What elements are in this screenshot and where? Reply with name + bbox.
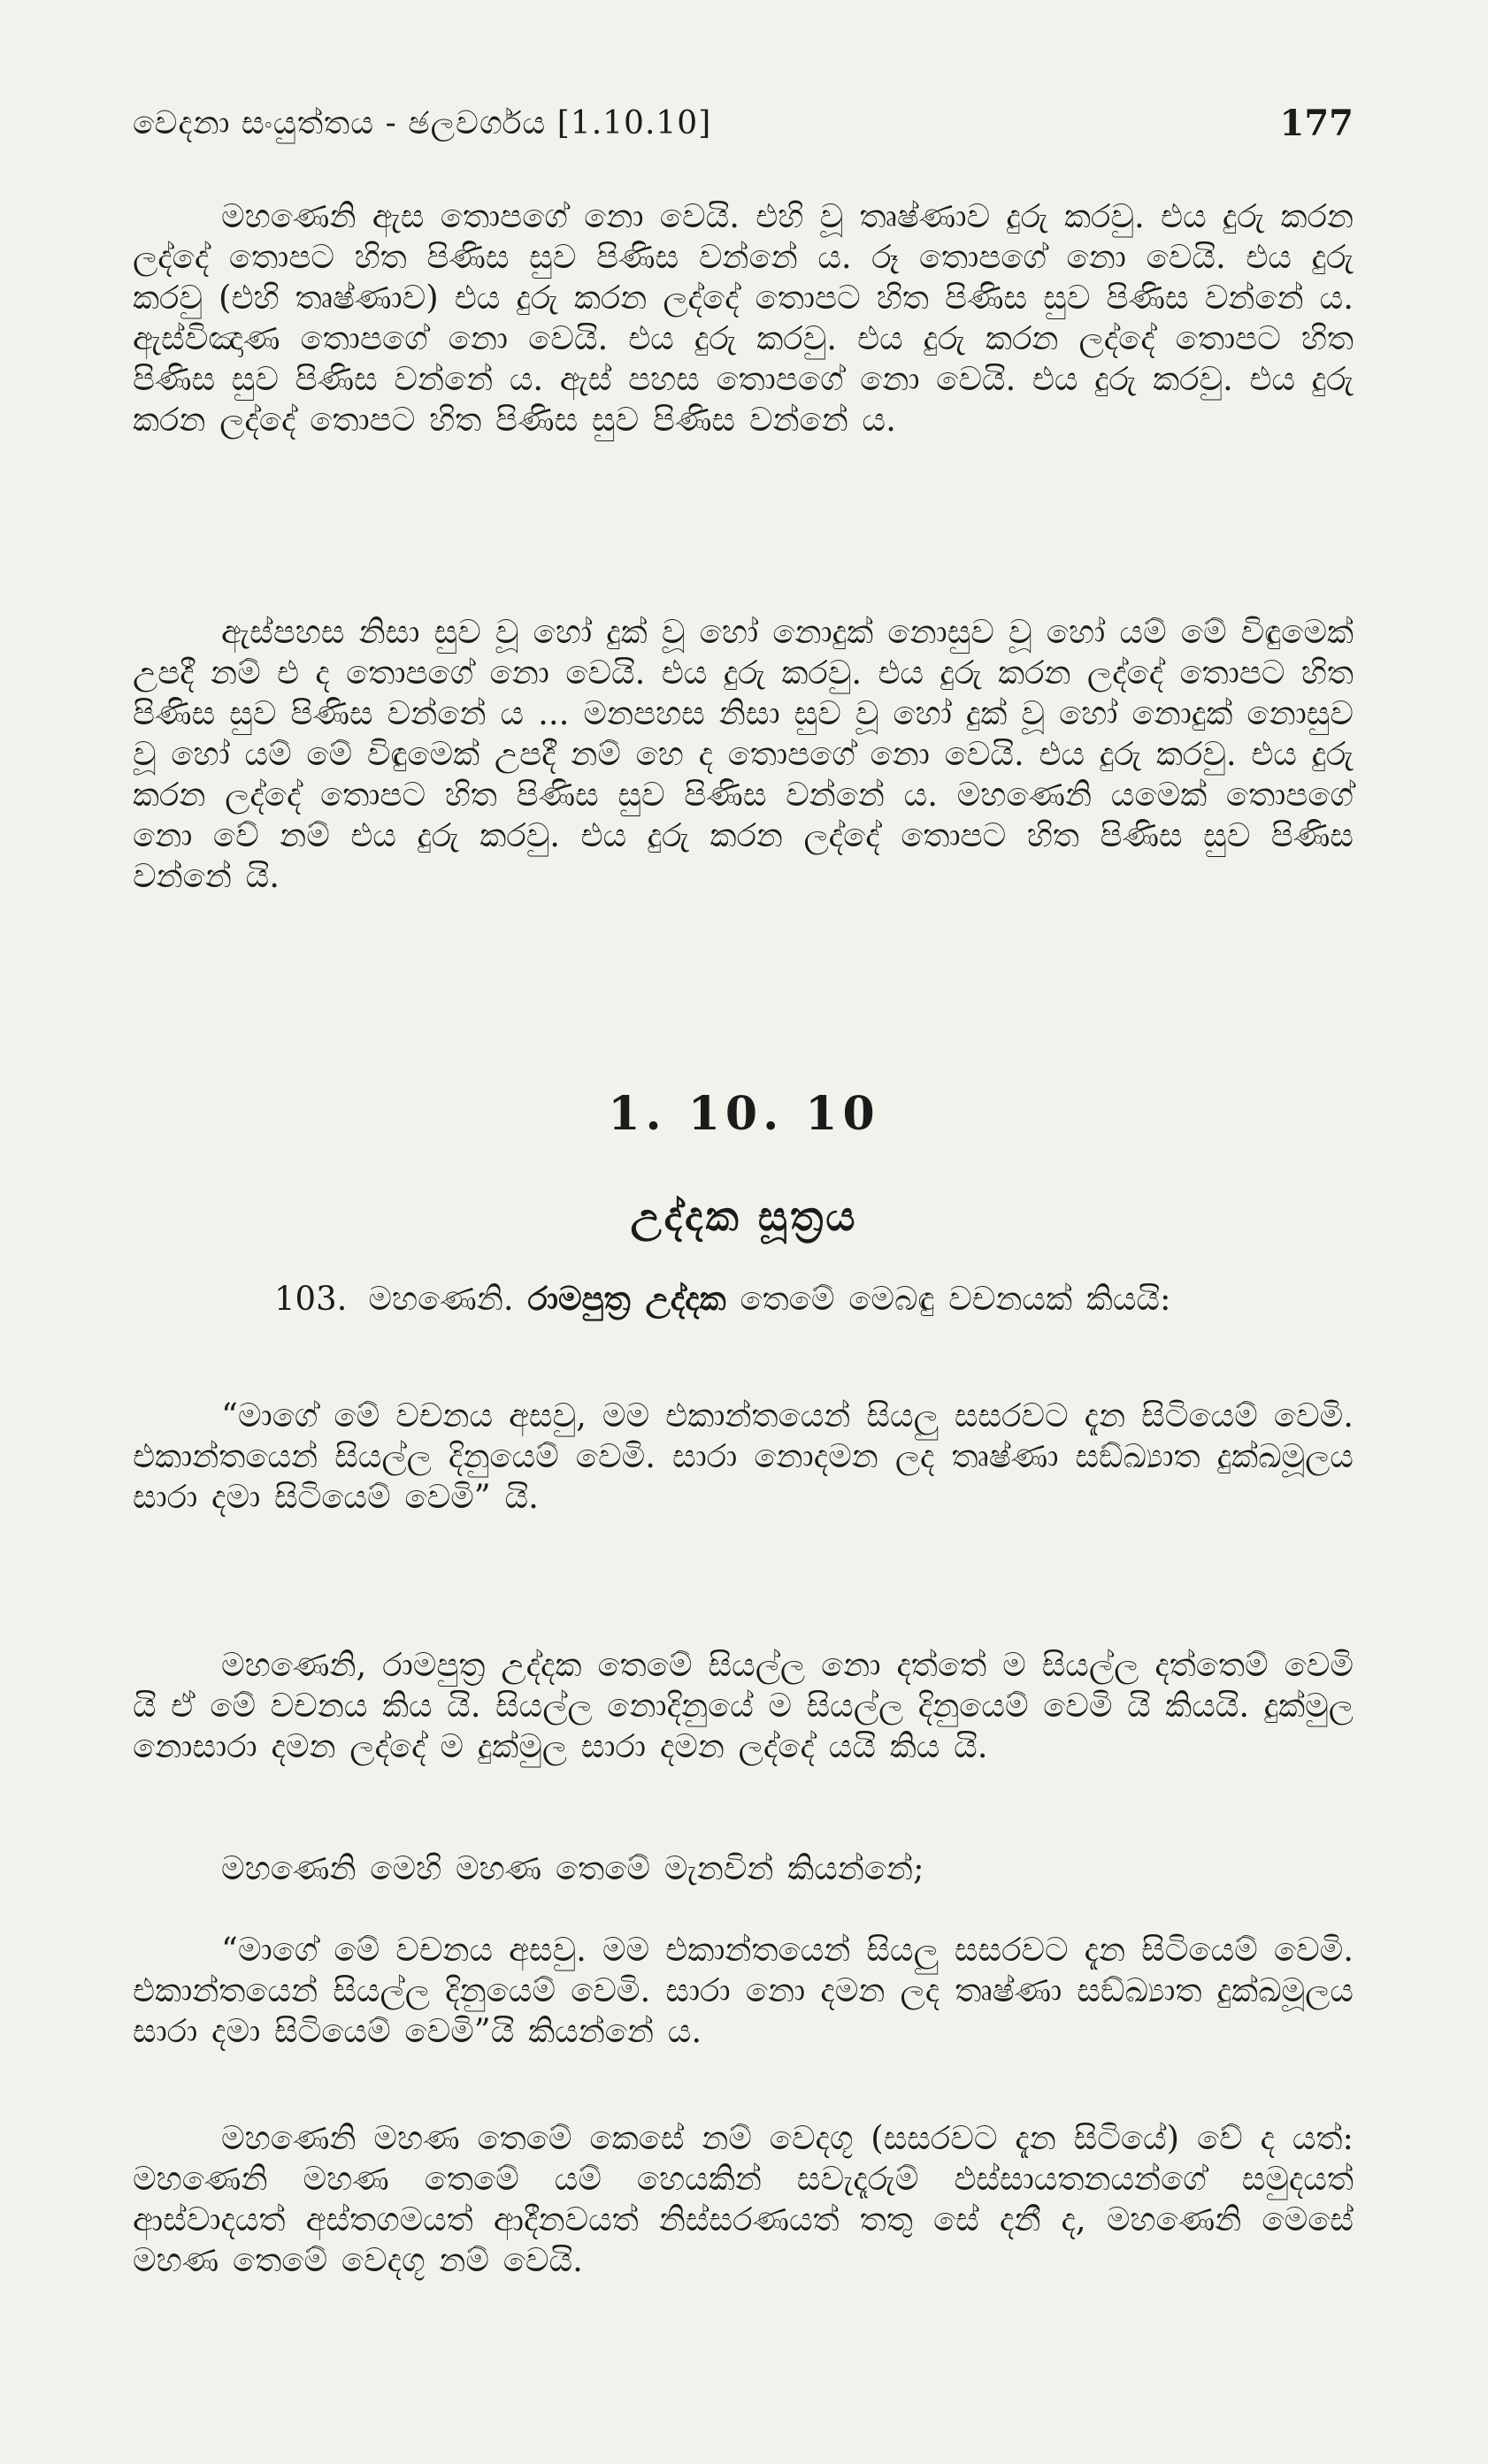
paragraph-monk-rightly-says: මහණෙනි මෙහි මහණ තෙමේ මැනවින් කියන්නේ; [221,1849,924,1887]
quote-monk-claim: “මාගේ මේ වචනය අසවු. මම එකාන්තයෙන් සියලු සසරවට දැන සිටියෙම් වෙමි. එකාන්තයෙන් සියල්ල දිනුයෙම් වෙමි. සාරා නො දමන ලද තෘෂ්ණා සඞ්ඛ්‍යාත දුක්ඛමූලය සාරා දමා සිටියෙම් වෙමි”යි කියන්නේ ය. [133,1931,1354,2050]
paragraph-103-rest: තෙමේ මෙබඳු වචනයක් කියයි: [740,1280,1171,1318]
page-number: 177 [1279,103,1354,144]
paragraph-103-lead: මහණෙනි. [368,1280,514,1318]
paragraph-feeling-not-yours: ඇස්පහස නිසා සුව වූ හෝ දුක් වූ හෝ නොදුක් නොසුව වූ හෝ යම් මේ විඳුමෙක් උපදී නම් එ ද තොපගේ නො වෙයි. එය දුරු කරවු. එය දුරු කරන ලද්දේ තොපට හිත පිණිස සුව පිණිස වන්නේ ය ... මනපහස නිසා සුව වූ හෝ දුක් වූ හෝ නොදුක් නොසුව වූ හෝ යම් මේ විඳුමෙක් උපදී නම් හෙ ද තොපගේ නො වෙයි. එය දුරු කරවු. එය දුරු කරන ලද්දේ තොපට හිත පිණිස සුව පිණිස වන්නේ ය. මහණෙනි යමෙක් තොපගේ නො වේ නම් එය දුරු කරවු. එය දුරු කරන ලද්දේ තොපට හිත පිණිස සුව පිණිස වන්නේ යි. [133,613,1354,895]
running-header [133,97,1354,150]
paragraph-udaka-false-claim: මහණෙනි, රාමපුත්‍ර උද්දක තෙමේ සියල්ල නො දත්තේ ම සියල්ල දත්තෙම් වෙමි යි ඒ මේ වචනය කිය යි. සියල්ල නොදිනුයේ ම සියල්ල දිනුයෙම් වෙමි යි කියයි. දුක්මුල නොසාරා දමන ලද්දේ ම දුක්මුල සාරා දමන ලද්දේ යයි කිය යි. [133,1646,1354,1765]
paragraph-eye-not-yours: මහණෙනි ඇස තොපගේ නො වෙයි. එහි වූ තෘෂ්ණාව දුරු කරවු. එය දුරු කරන ලද්දේ තොපට හිත පිණිස සුව පිණිස වන්නේ ය. රූ තොපගේ නො වෙයි. එය දුරු කරවු (එහි තෘෂ්ණාව) එය දුරු කරන ලද්දේ තොපට හිත පිණිස සුව පිණිස වන්නේ ය. ඇස්විඤාණ තොපගේ නො වෙයි. එය දුරු කරවු. එය දුරු කරන ලද්දේ තොපට හිත පිණිස සුව පිණිස වන්නේ ය. ඇස් පහස තොපගේ නො වෙයි. එය දුරු කරවු. එය දුරු කරන ලද්දේ තොපට හිත පිණිස සුව පිණිස වන්නේ ය. [133,197,1354,439]
paragraph-vedagu-definition: මහණෙනි මහණ තෙමේ කෙසේ නම් වෙදගූ (සසරවට දැන සිටියේ) වේ ද යත්: මහණෙනි මහණ තෙමේ යම් හෙයකින් සවැදෑරුම් ඵස්සායතනයන්ගේ සමුදයත් ආස්වාදයත් අස්තගමයත් ආදීනවයත් නිස්සරණයත් තතු සේ දනී ද, මහණෙනි මෙසේ මහණ තෙමේ වෙදගූ නම් වෙයි. [133,2119,1354,2279]
paragraph-number: 103. [274,1280,348,1318]
section-number-heading: 1. 10. 10 [608,1087,880,1141]
paragraph-103 [133,1278,1354,1320]
sutta-title: උද්දක සූත්‍රය [630,1192,858,1240]
running-header-title: වෙදනා සංයුත්තය - ඡලවර්ගය [1.10.10] [133,105,712,142]
quote-udaka-claim: “මාගේ මේ වචනය අසවු, මම එකාන්තයෙන් සියලු සසරවට දැන සිටියෙම් වෙමි. එකාන්තයෙන් සියල්ල දිනුයෙම් වෙමි. සාරා නොදමන ලද තෘෂ්ණා සඞ්ඛ්‍යාත දුක්ඛමූලය සාරා දමා සිටියෙම් වෙමි” යි. [133,1397,1354,1516]
paragraph-103-name: රාමපුත්‍ර උද්දක [527,1279,726,1318]
